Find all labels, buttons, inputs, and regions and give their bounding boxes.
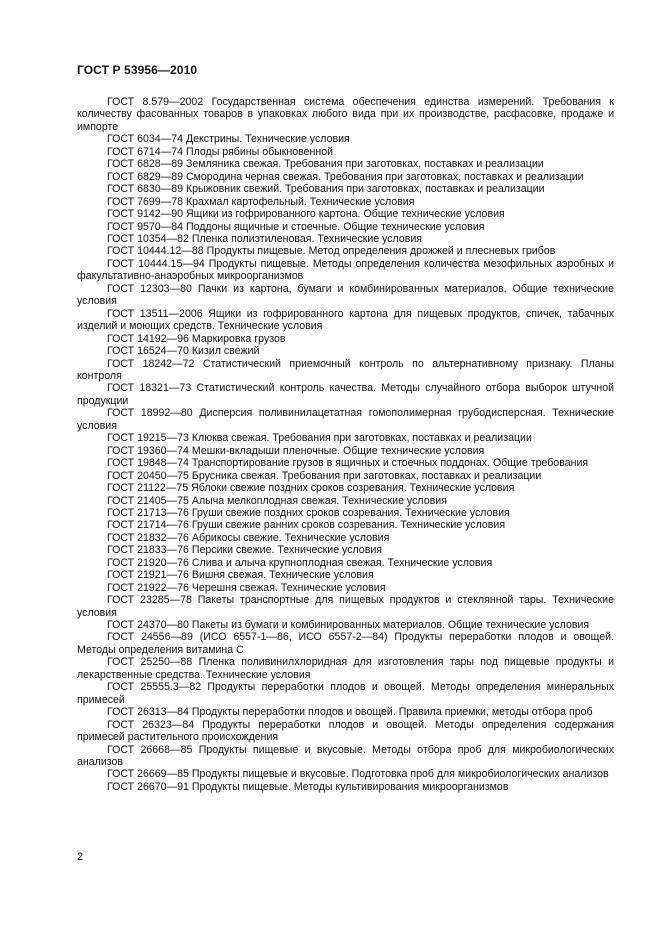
reference-entry: ГОСТ 16524—70 Кизил свежий (107, 345, 260, 358)
reference-entry: ГОСТ 18321—73 Статистический контроль качества. Методы случайного отбора выборок штучной продукции (77, 382, 614, 407)
reference-entry: ГОСТ 9142—90 Ящики из гофрированного картона. Общие технические условия (107, 208, 505, 221)
reference-entry: ГОСТ 21713—76 Груши свежие поздних сроков созревания. Технические условия (107, 506, 510, 519)
reference-entry: ГОСТ 10444.15—94 Продукты пищевые. Методы определения количества мезофильных аэробных и факультативно-анаэробных микроорганизмов (77, 257, 614, 283)
reference-entry: ГОСТ 9570—84 Поддоны ящичные и стоечные. Общие технические условия (107, 220, 485, 233)
reference-entry: ГОСТ 6714—74 Плоды рябины обыкновенной (107, 145, 334, 158)
reference-entry: ГОСТ 19360—74 Мешки-вкладыши пленочные. Общие технические условия (107, 444, 485, 457)
reference-entry: ГОСТ 13511—2006 Ящики из гофрированного картона для пищевых продуктов, спичек, табачных изделий и моющих средств. Технические условия (77, 307, 614, 333)
reference-entry: ГОСТ 21921—76 Вишня свежая. Технические условия (107, 569, 374, 582)
reference-entry: ГОСТ 18992—80 Дисперсия поливинилацетатная гомополимерная грубодисперсная. Технические условия (77, 407, 614, 432)
reference-entry: ГОСТ 21405—75 Алыча мелкоплодная свежая. Технические условия (107, 494, 447, 507)
reference-entry: ГОСТ 21922—76 Черешня свежая. Технические условия (107, 581, 386, 594)
reference-entry: ГОСТ 6830—89 Крыжовник свежий. Требования при заготовках, поставках и реализации (107, 183, 545, 196)
reference-entry: ГОСТ 14192—96 Маркировка грузов (107, 332, 286, 345)
reference-entry: ГОСТ 19215—73 Клюква свежая. Требования при заготовках, поставках и реализации (107, 432, 532, 445)
reference-entry: ГОСТ 21122—75 Яблоки свежие поздних сроков созревания. Технические условия (107, 482, 515, 495)
reference-entry: ГОСТ 26670—91 Продукты пищевые. Методы культивирования микроорганизмов (107, 780, 509, 793)
reference-entry: ГОСТ 20450—75 Брусника свежая. Требования при заготовках, поставках и реализации (107, 469, 542, 482)
reference-entry: ГОСТ 26323—84 Продукты переработки плодов и овощей. Методы определения содержания примесей растительного происхождения (77, 718, 614, 744)
reference-entry: ГОСТ 24370—80 Пакеты из бумаги и комбинированных материалов. Общие технические условия (107, 619, 590, 632)
reference-entry: ГОСТ 12303—80 Пачки из картона, бумаги и комбинированных материалов. Общие технические условия (77, 282, 614, 308)
reference-entry: ГОСТ 25250—88 Пленка поливинилхлоридная для изготовления тары под пищевые продукты и лекарственные средства. Технические условия (77, 656, 614, 681)
reference-entry: ГОСТ 25555.3—82 Продукты переработки плодов и овощей. Методы определения минеральных примесей (77, 681, 614, 706)
reference-entry: ГОСТ 24556—89 (ИСО 6557-1—86, ИСО 6557-2—84) Продукты переработки плодов и овощей. Методы определения витамина С (77, 631, 614, 656)
reference-entry: ГОСТ 6034—74 Декстрины. Технические условия (107, 133, 350, 146)
reference-entry: ГОСТ 10444.12—88 Продукты пищевые. Метод определения дрожжей и плесневых грибов (107, 245, 556, 258)
reference-entry: ГОСТ 26668—85 Продукты пищевые и вкусовые. Методы отбора проб для микробиологических анализов (77, 743, 614, 769)
document-header: ГОСТ Р 53956—2010 (77, 63, 198, 77)
page-number: 2 (77, 851, 84, 863)
reference-entry: ГОСТ 23285—78 Пакеты транспортные для пищевых продуктов и стеклянной тары. Технические условия (77, 594, 614, 619)
normative-references-list (77, 96, 614, 793)
reference-entry: ГОСТ 21714—76 Груши свежие ранних сроков созревания. Технические условия (107, 519, 506, 532)
reference-entry: ГОСТ 7699—78 Крахмал картофельный. Технические условия (107, 195, 415, 208)
reference-entry: ГОСТ 19848—74 Транспортирование грузов в ящичных и стоечных поддонах. Общие требования (107, 457, 589, 470)
reference-entry: ГОСТ 21832—76 Абрикосы свежие. Технические условия (107, 531, 390, 544)
reference-entry: ГОСТ 26669—85 Продукты пищевые и вкусовые. Подготовка проб для микробиологических анализов (107, 768, 609, 781)
reference-entry: ГОСТ 26313—84 Продукты переработки плодов и овощей. Правила приемки, методы отбора проб (107, 706, 593, 719)
reference-entry: ГОСТ 6828—89 Земляника свежая. Требования при заготовках, поставках и реализации (107, 158, 544, 171)
reference-entry: ГОСТ 10354—82 Пленка полиэтиленовая. Технические условия (107, 232, 423, 245)
reference-entry: ГОСТ 21920—76 Слива и алыча крупноплодная свежая. Технические условия (107, 556, 493, 569)
reference-entry: ГОСТ 8.579—2002 Государственная система обеспечения единства измерений. Требования к количеству фасованных товаров в упаковках любого вида при их производстве, расфасовке, продаже и импорте (77, 96, 614, 133)
reference-entry: ГОСТ 6829—89 Смородина черная свежая. Требования при заготовках, поставках и реализации (107, 170, 584, 183)
reference-entry: ГОСТ 21833—76 Персики свежие. Технические условия (107, 544, 382, 557)
reference-entry: ГОСТ 18242—72 Статистический приемочный контроль по альтернативному признаку. Планы контроля (77, 357, 614, 382)
